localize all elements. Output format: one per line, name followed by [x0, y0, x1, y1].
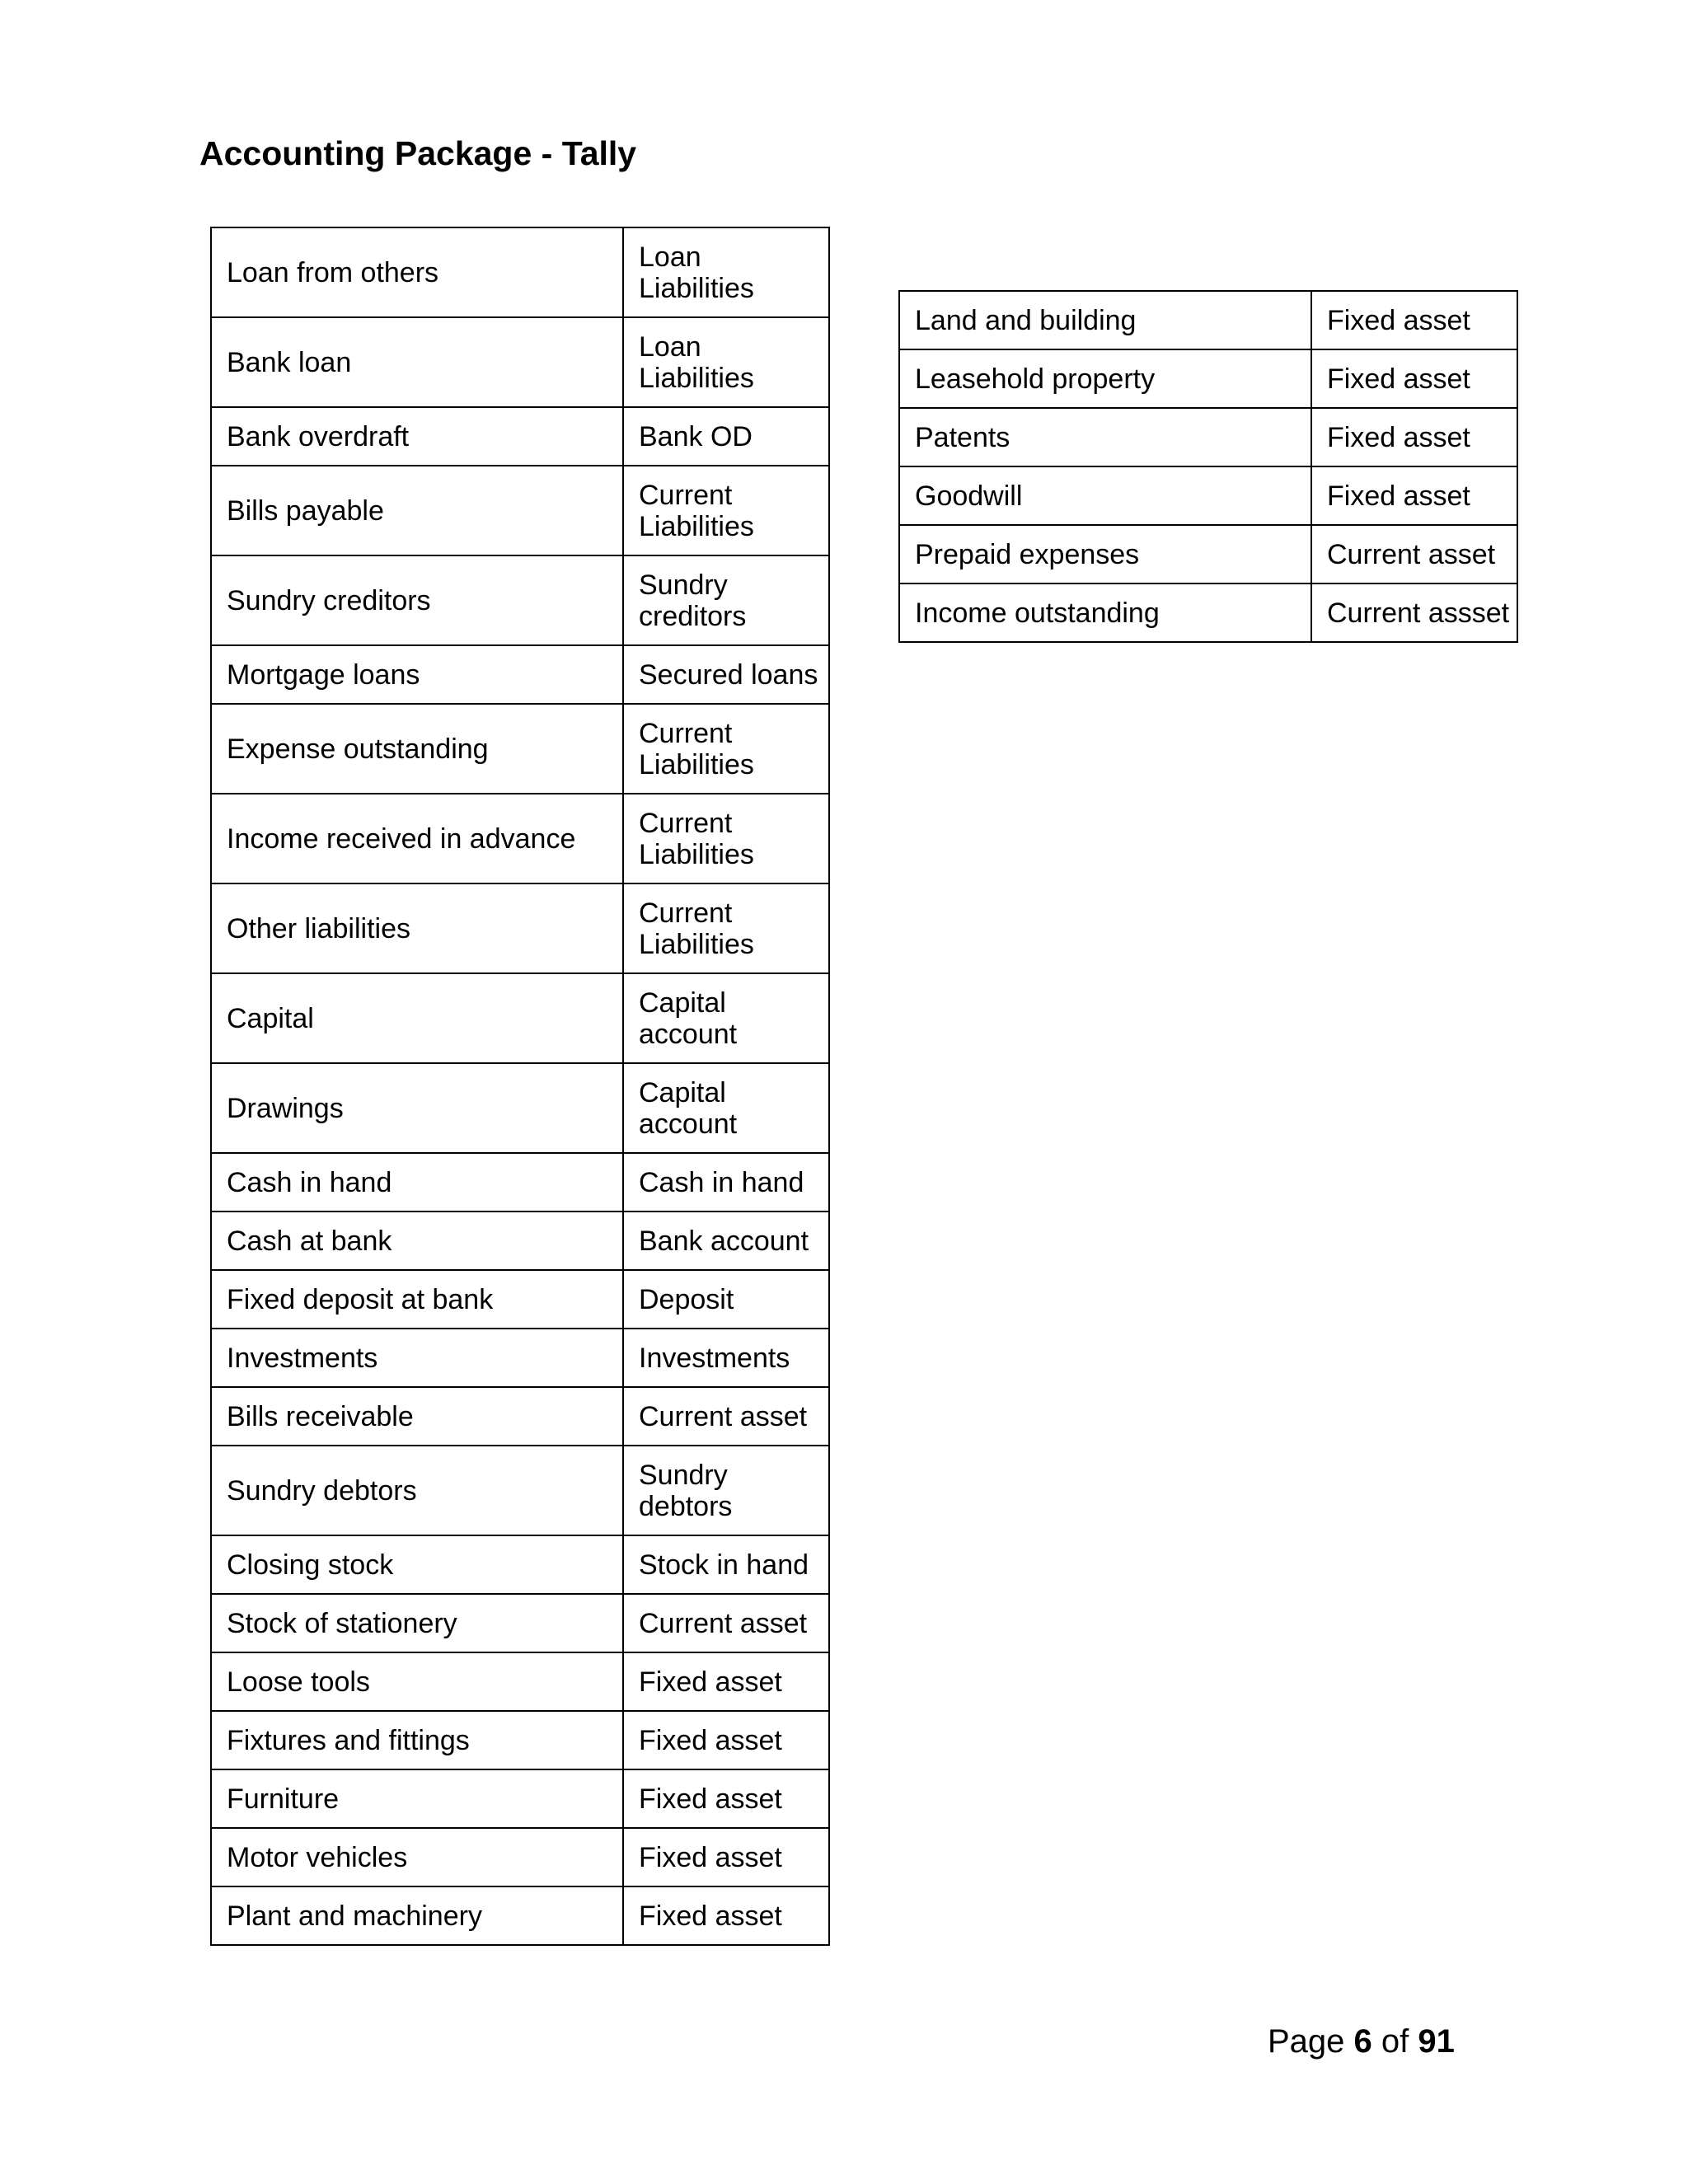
table-row: [899, 349, 1517, 408]
ledger-name-cell: Drawings: [211, 1063, 623, 1153]
table-row: [211, 227, 829, 317]
table-row: [211, 317, 829, 407]
table-row: [211, 1535, 829, 1594]
table-row: [211, 1828, 829, 1886]
ledger-group-cell: Bank OD: [623, 407, 829, 466]
ledger-group-cell: Cash in hand: [623, 1153, 829, 1212]
ledger-name-cell: Expense outstanding: [211, 704, 623, 794]
ledger-name-cell: Fixed deposit at bank: [211, 1270, 623, 1329]
table-row: [211, 1652, 829, 1711]
ledger-group-cell: Fixed asset: [1311, 466, 1517, 525]
ledger-group-cell: Bank account: [623, 1212, 829, 1270]
table-row: [211, 973, 829, 1063]
table-row: [899, 525, 1517, 583]
ledger-group-cell: Current Liabilities: [623, 466, 829, 555]
ledger-name-cell: Income outstanding: [899, 583, 1311, 642]
page-number: [1268, 2025, 1455, 2058]
ledger-name-cell: Land and building: [899, 291, 1311, 349]
ledger-group-cell: Sundry debtors: [623, 1446, 829, 1535]
ledger-name-cell: Sundry creditors: [211, 555, 623, 645]
table-row: [211, 794, 829, 883]
ledger-group-table-left: [210, 227, 830, 1946]
ledger-group-cell: Loan Liabilities: [623, 227, 829, 317]
ledger-name-cell: Patents: [899, 408, 1311, 466]
ledger-name-cell: Loose tools: [211, 1652, 623, 1711]
table-row: [211, 645, 829, 704]
ledger-name-cell: Mortgage loans: [211, 645, 623, 704]
ledger-name-cell: Leasehold property: [899, 349, 1311, 408]
ledger-group-cell: Fixed asset: [1311, 349, 1517, 408]
ledger-group-cell: Capital account: [623, 1063, 829, 1153]
ledger-name-cell: Sundry debtors: [211, 1446, 623, 1535]
total-page-count: 91: [1418, 2023, 1455, 2060]
ledger-group-cell: Current Liabilities: [623, 883, 829, 973]
ledger-name-cell: Income received in advance: [211, 794, 623, 883]
current-page-number: 6: [1353, 2023, 1372, 2060]
ledger-group-cell: Fixed asset: [623, 1886, 829, 1945]
ledger-name-cell: Other liabilities: [211, 883, 623, 973]
ledger-group-cell: Current asset: [623, 1594, 829, 1652]
table-row: [211, 555, 829, 645]
table-row: [211, 1329, 829, 1387]
ledger-name-cell: Bills receivable: [211, 1387, 623, 1446]
ledger-group-cell: Fixed asset: [623, 1652, 829, 1711]
table-row: [211, 466, 829, 555]
ledger-name-cell: Prepaid expenses: [899, 525, 1311, 583]
ledger-name-cell: Investments: [211, 1329, 623, 1387]
ledger-name-cell: Furniture: [211, 1769, 623, 1828]
ledger-group-cell: Fixed asset: [623, 1828, 829, 1886]
ledger-group-cell: Current assset: [1311, 583, 1517, 642]
table-row: [211, 1212, 829, 1270]
ledger-group-cell: Loan Liabilities: [623, 317, 829, 407]
table-row: [211, 1387, 829, 1446]
page-number-prefix: Page: [1268, 2023, 1354, 2060]
table-row: [211, 1063, 829, 1153]
ledger-group-cell: Fixed asset: [623, 1711, 829, 1769]
ledger-group-cell: Fixed asset: [1311, 291, 1517, 349]
ledger-group-cell: Current Liabilities: [623, 704, 829, 794]
ledger-name-cell: Closing stock: [211, 1535, 623, 1594]
ledger-group-cell: Stock in hand: [623, 1535, 829, 1594]
ledger-name-cell: Bank overdraft: [211, 407, 623, 466]
page-title: Accounting Package - Tally: [199, 134, 637, 172]
ledger-group-cell: Current asset: [623, 1387, 829, 1446]
ledger-group-cell: Current asset: [1311, 525, 1517, 583]
ledger-group-cell: Fixed asset: [623, 1769, 829, 1828]
table-row: [211, 1446, 829, 1535]
ledger-name-cell: Goodwill: [899, 466, 1311, 525]
ledger-group-cell: Deposit: [623, 1270, 829, 1329]
ledger-group-cell: Investments: [623, 1329, 829, 1387]
ledger-group-cell: Sundry creditors: [623, 555, 829, 645]
ledger-name-cell: Bills payable: [211, 466, 623, 555]
page-number-of: of: [1372, 2023, 1418, 2060]
table-row: [211, 1153, 829, 1212]
table-row: [899, 291, 1517, 349]
ledger-group-table-left-body: [211, 227, 829, 1945]
ledger-name-cell: Fixtures and fittings: [211, 1711, 623, 1769]
ledger-name-cell: Plant and machinery: [211, 1886, 623, 1945]
table-row: [211, 883, 829, 973]
table-row: [211, 1594, 829, 1652]
table-row: [211, 704, 829, 794]
table-row: [899, 466, 1517, 525]
ledger-name-cell: Loan from others: [211, 227, 623, 317]
ledger-group-cell: Secured loans: [623, 645, 829, 704]
ledger-name-cell: Cash in hand: [211, 1153, 623, 1212]
ledger-name-cell: Motor vehicles: [211, 1828, 623, 1886]
ledger-group-cell: Current Liabilities: [623, 794, 829, 883]
ledger-group-table-right: [898, 290, 1518, 643]
ledger-name-cell: Capital: [211, 973, 623, 1063]
table-row: [899, 408, 1517, 466]
ledger-name-cell: Cash at bank: [211, 1212, 623, 1270]
ledger-name-cell: Bank loan: [211, 317, 623, 407]
table-row: [211, 1270, 829, 1329]
table-row: [899, 583, 1517, 642]
table-row: [211, 1886, 829, 1945]
ledger-group-cell: Capital account: [623, 973, 829, 1063]
table-row: [211, 1711, 829, 1769]
table-row: [211, 1769, 829, 1828]
ledger-group-table-right-body: [899, 291, 1517, 642]
ledger-name-cell: Stock of stationery: [211, 1594, 623, 1652]
table-row: [211, 407, 829, 466]
ledger-group-cell: Fixed asset: [1311, 408, 1517, 466]
